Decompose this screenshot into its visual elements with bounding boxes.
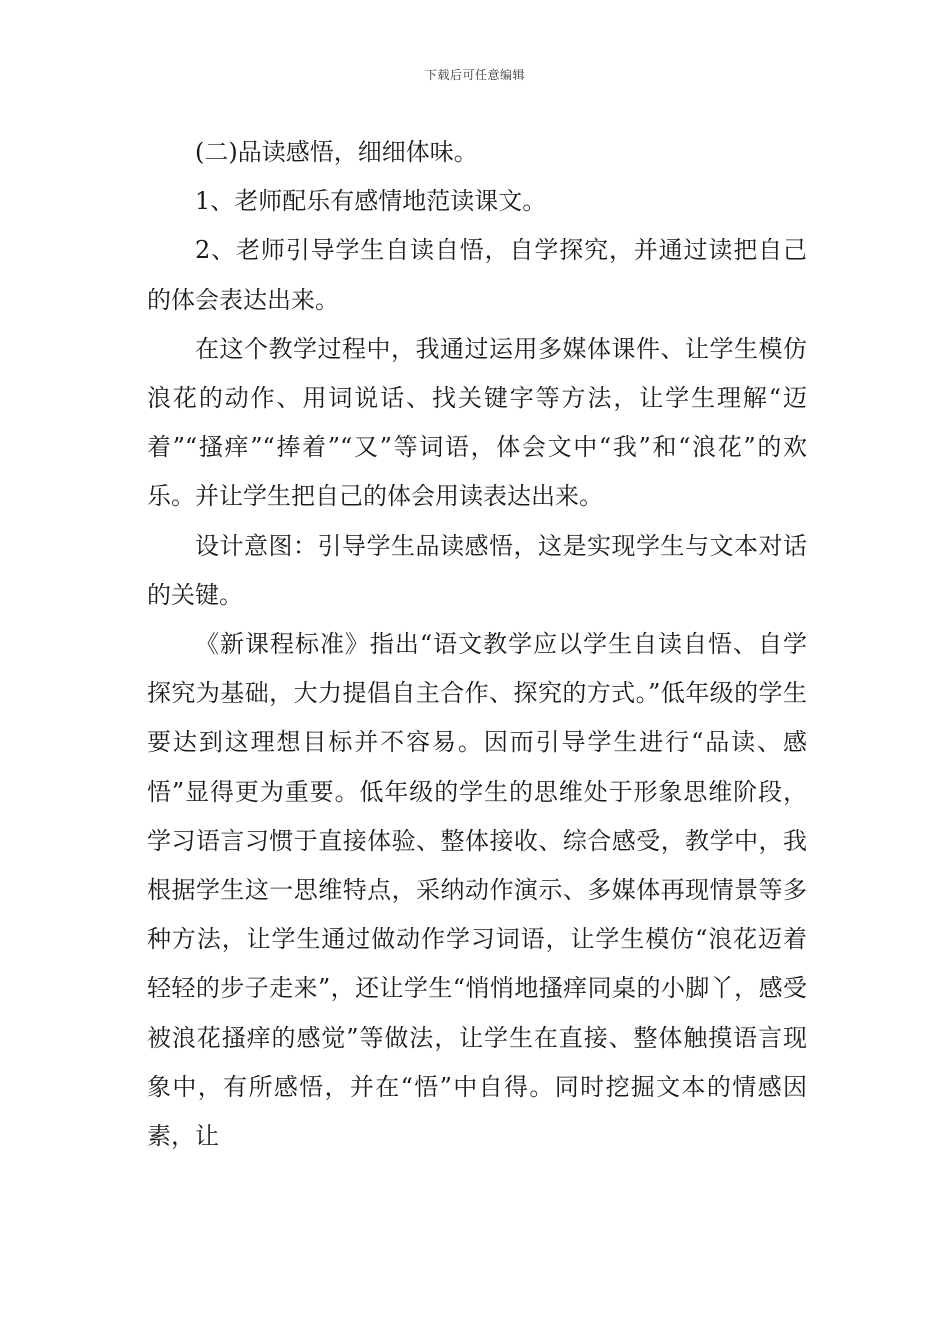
paragraph-step-2: 2、老师引导学生自读自悟，自学探究，并通过读把自己的体会表达出来。 xyxy=(147,236,807,314)
paragraph-teaching-process: 在这个教学过程中，我通过运用多媒体课件、让学生模仿浪花的动作、用词说话、找关键字等方法，让学生理解“迈着”“搔痒”“捧着”“又”等词语，体会文中“我”和“浪花”的欢乐。并让学生把自己的体会用读表达出来。 xyxy=(147,334,807,511)
document-body xyxy=(147,128,807,1161)
paragraph-section-heading: (二)品读感悟，细细体味。 xyxy=(195,138,478,166)
paragraph-curriculum-standard: 《新课程标准》指出“语文教学应以学生自读自悟、自学探究为基础，大力提倡自主合作、探究的方式。”低年级的学生要达到这理想目标并不容易。因而引导学生进行“品读、感悟”显得更为重要。低年级的学生的思维处于形象思维阶段，学习语言习惯于直接体验、整体接收、综合感受，教学中，我根据学生这一思维特点，采纳动作演示、多媒体再现情景等多种方法，让学生通过做动作学习词语，让学生模仿“浪花迈着轻轻的步子走来”，还让学生“悄悄地搔痒同桌的小脚丫，感受被浪花搔痒的感觉”等做法，让学生在直接、整体触摸语言现象中，有所感悟，并在“悟”中自得。同时挖掘文本的情感因素，让 xyxy=(147,630,807,1151)
paragraph-design-intent: 设计意图：引导学生品读感悟，这是实现学生与文本对话的关键。 xyxy=(147,531,807,609)
paragraph-step-1: 1、老师配乐有感情地范读课文。 xyxy=(195,187,547,216)
page-header-note: 下载后可任意编辑 xyxy=(424,68,525,82)
